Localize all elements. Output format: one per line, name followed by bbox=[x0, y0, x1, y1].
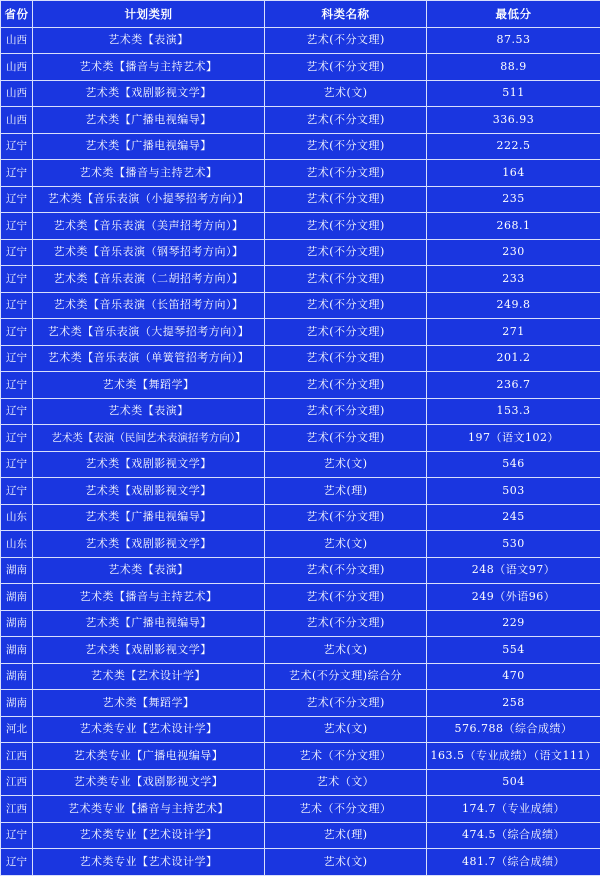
cell-plan-category: 艺术类【表演】 bbox=[33, 557, 265, 584]
table-row bbox=[1, 451, 600, 478]
cell-subject-category: 艺术(不分文理) bbox=[265, 186, 427, 213]
cell-province: 山西 bbox=[1, 107, 33, 134]
table-row bbox=[1, 690, 600, 717]
cell-province: 辽宁 bbox=[1, 266, 33, 293]
cell-subject-category: 艺术(不分文理) bbox=[265, 504, 427, 531]
table-row bbox=[1, 160, 600, 187]
cell-min-score: 249（外语96） bbox=[427, 584, 600, 611]
cell-min-score: 504 bbox=[427, 769, 600, 796]
table-row bbox=[1, 849, 600, 876]
cell-plan-category: 艺术类【广播电视编导】 bbox=[33, 107, 265, 134]
cell-min-score: 236.7 bbox=[427, 372, 600, 399]
table-row bbox=[1, 478, 600, 505]
cell-province: 山西 bbox=[1, 54, 33, 81]
cell-plan-category: 艺术类【表演（民间艺术表演招考方向）】 bbox=[33, 425, 265, 452]
cell-plan-category: 艺术类【播音与主持艺术】 bbox=[33, 160, 265, 187]
cell-plan-category: 艺术类【舞蹈学】 bbox=[33, 690, 265, 717]
cell-plan-category: 艺术类【表演】 bbox=[33, 27, 265, 54]
table-row bbox=[1, 319, 600, 346]
cell-min-score: 222.5 bbox=[427, 133, 600, 160]
cell-plan-category: 艺术类专业【播音与主持艺术】 bbox=[33, 796, 265, 823]
cell-plan-category: 艺术类【音乐表演（小提琴招考方向）】 bbox=[33, 186, 265, 213]
cell-min-score: 474.5（综合成绩） bbox=[427, 822, 600, 849]
cell-plan-category: 艺术类【戏剧影视文学】 bbox=[33, 451, 265, 478]
cell-min-score: 271 bbox=[427, 319, 600, 346]
table-row bbox=[1, 610, 600, 637]
header-min-score: 最低分 bbox=[427, 1, 600, 28]
cell-min-score: 268.1 bbox=[427, 213, 600, 240]
cell-province: 山西 bbox=[1, 27, 33, 54]
header-plan-category: 计划类别 bbox=[33, 1, 265, 28]
cell-plan-category: 艺术类【表演】 bbox=[33, 398, 265, 425]
table-row bbox=[1, 557, 600, 584]
cell-province: 河北 bbox=[1, 716, 33, 743]
cell-province: 湖南 bbox=[1, 610, 33, 637]
cell-province: 江西 bbox=[1, 743, 33, 770]
cell-subject-category: 艺术(文) bbox=[265, 637, 427, 664]
cell-plan-category: 艺术类专业【广播电视编导】 bbox=[33, 743, 265, 770]
cell-min-score: 164 bbox=[427, 160, 600, 187]
cell-province: 江西 bbox=[1, 796, 33, 823]
cell-subject-category: 艺术(不分文理) bbox=[265, 160, 427, 187]
cell-province: 湖南 bbox=[1, 663, 33, 690]
cell-min-score: 248（语文97） bbox=[427, 557, 600, 584]
table-row bbox=[1, 345, 600, 372]
cell-min-score: 576.788（综合成绩） bbox=[427, 716, 600, 743]
cell-province: 辽宁 bbox=[1, 239, 33, 266]
table-row bbox=[1, 663, 600, 690]
table-row bbox=[1, 372, 600, 399]
table-row bbox=[1, 107, 600, 134]
cell-min-score: 470 bbox=[427, 663, 600, 690]
cell-plan-category: 艺术类【广播电视编导】 bbox=[33, 504, 265, 531]
cell-min-score: 197（语文102） bbox=[427, 425, 600, 452]
cell-min-score: 546 bbox=[427, 451, 600, 478]
cell-subject-category: 艺术（不分文理） bbox=[265, 796, 427, 823]
cell-subject-category: 艺术(不分文理) bbox=[265, 239, 427, 266]
cell-subject-category: 艺术(文) bbox=[265, 716, 427, 743]
cell-subject-category: 艺术(文) bbox=[265, 80, 427, 107]
cell-province: 辽宁 bbox=[1, 822, 33, 849]
cell-min-score: 153.3 bbox=[427, 398, 600, 425]
cell-subject-category: 艺术(不分文理) bbox=[265, 27, 427, 54]
cell-subject-category: 艺术(文) bbox=[265, 849, 427, 876]
table-header-row bbox=[1, 1, 600, 28]
cell-min-score: 336.93 bbox=[427, 107, 600, 134]
cell-province: 辽宁 bbox=[1, 345, 33, 372]
cell-province: 湖南 bbox=[1, 690, 33, 717]
cell-province: 湖南 bbox=[1, 584, 33, 611]
cell-min-score: 503 bbox=[427, 478, 600, 505]
cell-plan-category: 艺术类【艺术设计学】 bbox=[33, 663, 265, 690]
cell-province: 辽宁 bbox=[1, 849, 33, 876]
cell-subject-category: 艺术（文） bbox=[265, 769, 427, 796]
cell-min-score: 229 bbox=[427, 610, 600, 637]
cell-min-score: 554 bbox=[427, 637, 600, 664]
cell-min-score: 163.5（专业成绩）（语文111） bbox=[427, 743, 600, 770]
cell-subject-category: 艺术(不分文理) bbox=[265, 690, 427, 717]
table-row bbox=[1, 80, 600, 107]
cell-plan-category: 艺术类【播音与主持艺术】 bbox=[33, 584, 265, 611]
cell-min-score: 249.8 bbox=[427, 292, 600, 319]
cell-subject-category: 艺术（不分文理） bbox=[265, 743, 427, 770]
cell-plan-category: 艺术类【广播电视编导】 bbox=[33, 610, 265, 637]
cell-min-score: 258 bbox=[427, 690, 600, 717]
cell-plan-category: 艺术类专业【艺术设计学】 bbox=[33, 822, 265, 849]
cell-plan-category: 艺术类专业【艺术设计学】 bbox=[33, 716, 265, 743]
cell-subject-category: 艺术(不分文理) bbox=[265, 54, 427, 81]
cell-plan-category: 艺术类【戏剧影视文学】 bbox=[33, 478, 265, 505]
cell-plan-category: 艺术类【音乐表演（长笛招考方向）】 bbox=[33, 292, 265, 319]
table-row bbox=[1, 27, 600, 54]
table-row bbox=[1, 266, 600, 293]
cell-plan-category: 艺术类专业【艺术设计学】 bbox=[33, 849, 265, 876]
cell-subject-category: 艺术(不分文理) bbox=[265, 372, 427, 399]
cell-min-score: 235 bbox=[427, 186, 600, 213]
cell-subject-category: 艺术(文) bbox=[265, 451, 427, 478]
table-row bbox=[1, 239, 600, 266]
cell-province: 辽宁 bbox=[1, 478, 33, 505]
cell-province: 辽宁 bbox=[1, 213, 33, 240]
cell-plan-category: 艺术类【戏剧影视文学】 bbox=[33, 531, 265, 558]
cell-plan-category: 艺术类【戏剧影视文学】 bbox=[33, 637, 265, 664]
cell-subject-category: 艺术(不分文理) bbox=[265, 610, 427, 637]
table-row bbox=[1, 822, 600, 849]
table-row bbox=[1, 213, 600, 240]
cell-min-score: 530 bbox=[427, 531, 600, 558]
cell-province: 辽宁 bbox=[1, 398, 33, 425]
cell-subject-category: 艺术(理) bbox=[265, 478, 427, 505]
cell-plan-category: 艺术类【舞蹈学】 bbox=[33, 372, 265, 399]
cell-subject-category: 艺术(不分文理) bbox=[265, 107, 427, 134]
cell-plan-category: 艺术类专业【戏剧影视文学】 bbox=[33, 769, 265, 796]
cell-plan-category: 艺术类【音乐表演（单簧管招考方向）】 bbox=[33, 345, 265, 372]
cell-province: 辽宁 bbox=[1, 133, 33, 160]
cell-province: 山东 bbox=[1, 504, 33, 531]
table-row bbox=[1, 796, 600, 823]
cell-subject-category: 艺术(理) bbox=[265, 822, 427, 849]
cell-province: 辽宁 bbox=[1, 451, 33, 478]
cell-subject-category: 艺术(不分文理) bbox=[265, 319, 427, 346]
table-row bbox=[1, 584, 600, 611]
table-row bbox=[1, 292, 600, 319]
table-row bbox=[1, 504, 600, 531]
cell-province: 辽宁 bbox=[1, 186, 33, 213]
cell-subject-category: 艺术(不分文理) bbox=[265, 345, 427, 372]
cell-subject-category: 艺术(不分文理) bbox=[265, 398, 427, 425]
table-row bbox=[1, 637, 600, 664]
cell-min-score: 481.7（综合成绩） bbox=[427, 849, 600, 876]
cell-plan-category: 艺术类【音乐表演（大提琴招考方向）】 bbox=[33, 319, 265, 346]
cell-province: 江西 bbox=[1, 769, 33, 796]
table-row bbox=[1, 54, 600, 81]
cell-min-score: 511 bbox=[427, 80, 600, 107]
cell-subject-category: 艺术(不分文理) bbox=[265, 213, 427, 240]
cell-plan-category: 艺术类【戏剧影视文学】 bbox=[33, 80, 265, 107]
cell-subject-category: 艺术(文) bbox=[265, 531, 427, 558]
cell-province: 辽宁 bbox=[1, 372, 33, 399]
cell-subject-category: 艺术(不分文理) bbox=[265, 266, 427, 293]
cell-plan-category: 艺术类【播音与主持艺术】 bbox=[33, 54, 265, 81]
cell-province: 湖南 bbox=[1, 557, 33, 584]
table-row bbox=[1, 186, 600, 213]
cell-province: 湖南 bbox=[1, 637, 33, 664]
cell-subject-category: 艺术(不分文理)综合分 bbox=[265, 663, 427, 690]
cell-subject-category: 艺术(不分文理) bbox=[265, 557, 427, 584]
table-row bbox=[1, 743, 600, 770]
cell-min-score: 233 bbox=[427, 266, 600, 293]
cell-province: 辽宁 bbox=[1, 319, 33, 346]
table-row bbox=[1, 398, 600, 425]
cell-province: 辽宁 bbox=[1, 425, 33, 452]
cell-plan-category: 艺术类【音乐表演（美声招考方向）】 bbox=[33, 213, 265, 240]
cell-subject-category: 艺术(不分文理) bbox=[265, 292, 427, 319]
cell-min-score: 174.7（专业成绩） bbox=[427, 796, 600, 823]
cell-subject-category: 艺术(不分文理) bbox=[265, 425, 427, 452]
cell-province: 辽宁 bbox=[1, 160, 33, 187]
cell-plan-category: 艺术类【音乐表演（钢琴招考方向）】 bbox=[33, 239, 265, 266]
header-subject-category: 科类名称 bbox=[265, 1, 427, 28]
table-row bbox=[1, 531, 600, 558]
table-row bbox=[1, 769, 600, 796]
cell-subject-category: 艺术(不分文理) bbox=[265, 584, 427, 611]
table-body bbox=[1, 27, 600, 875]
header-province: 省份 bbox=[1, 1, 33, 28]
cell-min-score: 88.9 bbox=[427, 54, 600, 81]
table-row bbox=[1, 133, 600, 160]
cell-province: 辽宁 bbox=[1, 292, 33, 319]
cell-subject-category: 艺术(不分文理) bbox=[265, 133, 427, 160]
cell-min-score: 230 bbox=[427, 239, 600, 266]
cell-plan-category: 艺术类【音乐表演（二胡招考方向）】 bbox=[33, 266, 265, 293]
cell-plan-category: 艺术类【广播电视编导】 bbox=[33, 133, 265, 160]
table-row bbox=[1, 425, 600, 452]
cell-min-score: 201.2 bbox=[427, 345, 600, 372]
table-row bbox=[1, 716, 600, 743]
cell-min-score: 245 bbox=[427, 504, 600, 531]
cell-province: 山西 bbox=[1, 80, 33, 107]
cell-min-score: 87.53 bbox=[427, 27, 600, 54]
cell-province: 山东 bbox=[1, 531, 33, 558]
